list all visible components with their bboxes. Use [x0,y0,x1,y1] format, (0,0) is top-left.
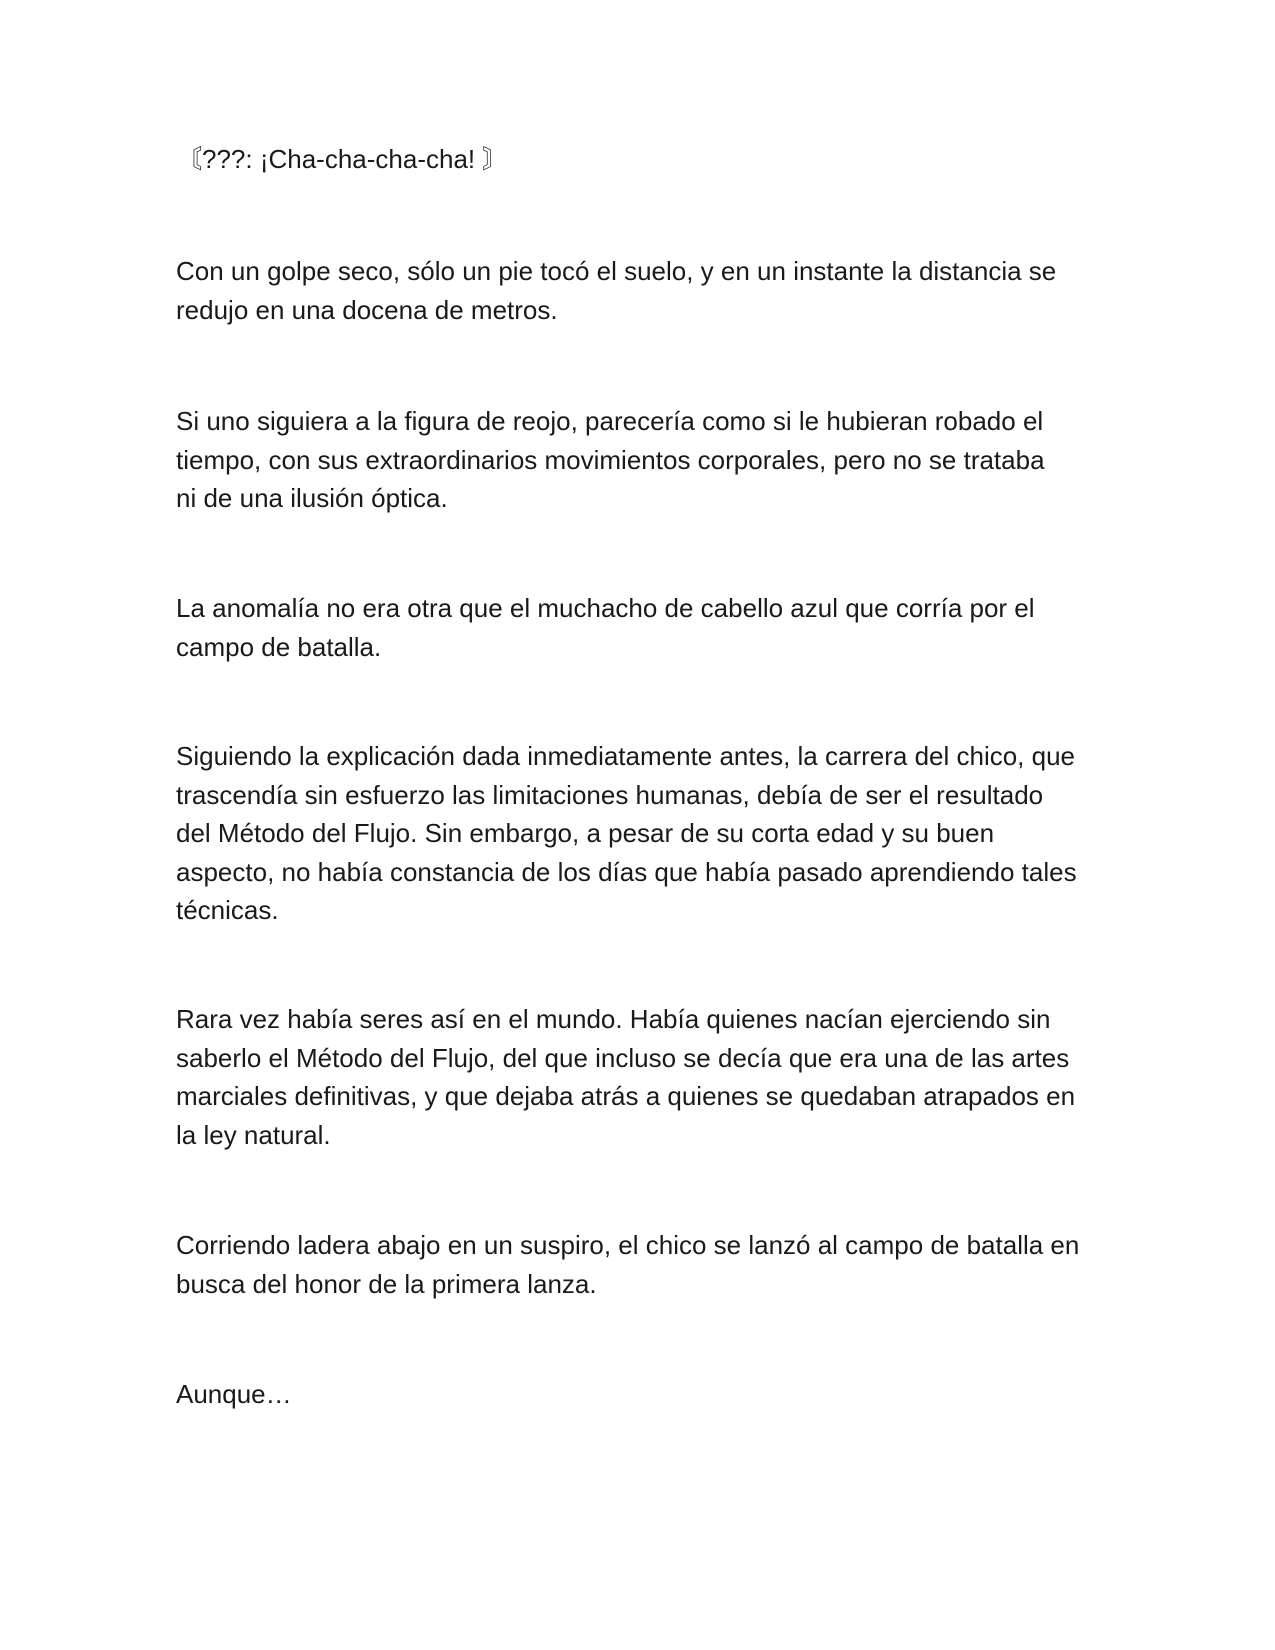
paragraph [176,402,1045,518]
text-line: 〘???: ¡Cha-cha-cha-cha! 〙 [176,144,509,174]
text-line: técnicas. [176,895,279,925]
text-line: Corriendo ladera abajo en un suspiro, el chico se lanzó al campo de batalla en [176,1230,1080,1260]
text-line: la ley natural. [176,1119,331,1150]
text-line: Si uno siguiera a la figura de reojo, parecería como si le hubieran robado el [176,406,1044,436]
paragraph [176,252,1056,329]
text-line: tiempo, con sus extraordinarios movimientos corporales, pero no se trataba [176,444,1045,475]
paragraph [176,1375,292,1414]
text-line: aspecto, no había constancia de los días que había pasado aprendiendo tales [176,856,1077,887]
text-line: marciales definitivas, y que dejaba atrás a quienes se quedaban atrapados en [176,1081,1076,1111]
text-line: Siguiendo la explicación dada inmediatamente antes, la carrera del chico, que [176,741,1076,771]
paragraph-dialogue [176,140,508,179]
paragraph [176,1000,1075,1154]
text-line: ni de una ilusión óptica. [176,483,448,513]
text-line: Rara vez había seres así en el mundo. Había quienes nacían ejerciendo sin [176,1004,1051,1034]
text-line: campo de batalla. [176,631,382,662]
text-line: del Método del Flujo. Sin embargo, a pesar de su corta edad y su buen [176,818,995,848]
paragraph [176,737,1077,930]
text-line: trascendía sin esfuerzo las limitaciones humanas, debía de ser el resultado [176,779,1044,810]
paragraph [176,589,1035,666]
text-line: saberlo el Método del Flujo, del que incluso se decía que era una de las artes [176,1042,1070,1073]
text-line: busca del honor de la primera lanza. [176,1268,597,1299]
paragraph [176,1226,1079,1303]
text-line: La anomalía no era otra que el muchacho de cabello azul que corría por el [176,593,1035,623]
text-line: redujo en una docena de metros. [176,294,558,325]
text-line: Aunque… [176,1379,292,1409]
text-line: Con un golpe seco, sólo un pie tocó el suelo, y en un instante la distancia se [176,256,1057,286]
